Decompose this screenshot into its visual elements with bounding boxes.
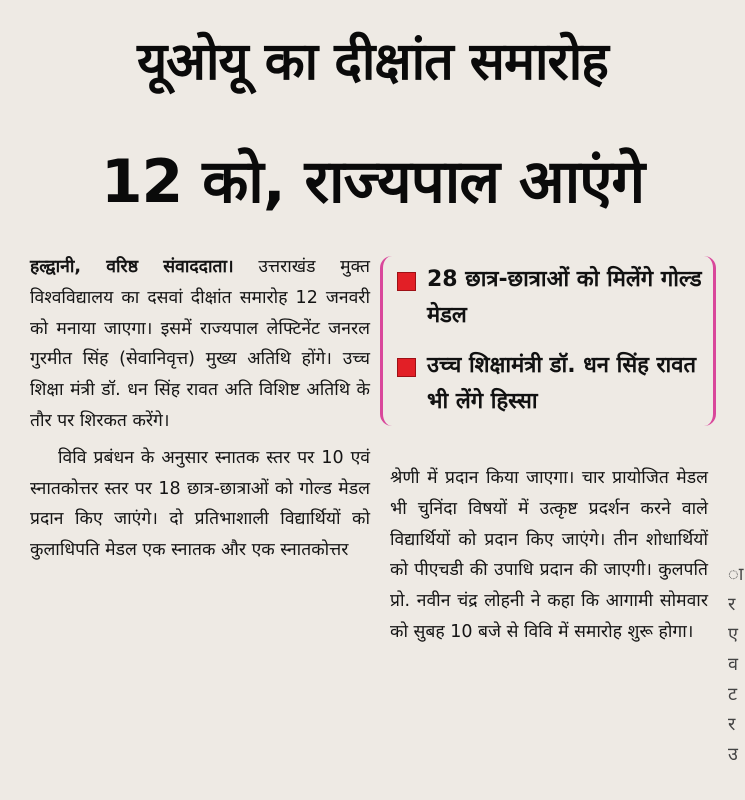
highlight-text: 28 छात्र-छात्राओं को मिलेंगे गोल्ड मेडल [427, 267, 702, 328]
left-paragraph-1-text: उत्तराखंड मुक्त विश्वविद्यालय का दसवां दीक्षांत समारोह 12 जनवरी को मनाया जाएगा। इसमें राज्यपाल लेफ्टिनेंट जनरल गुरमीत सिंह (सेवानिवृत्त) मुख्य अतिथि होंगे। उच्च शिक्षा मंत्री डॉ. धन सिंह रावत अति विशिष्ट अतिथि के तौर पर शिरकत करेंगे। [30, 257, 370, 431]
adjacent-article-edge [728, 560, 745, 770]
highlight-text: उच्च शिक्षामंत्री डॉ. धन सिंह रावत भी लेंगे हिस्सा [427, 353, 697, 414]
edge-fragment: उ [728, 744, 738, 765]
edge-fragment: ट [728, 684, 738, 705]
edge-fragment: ए [728, 624, 738, 645]
edge-fragment: व [728, 654, 739, 675]
square-bullet-icon [397, 272, 416, 291]
highlight-item [383, 256, 713, 334]
dateline: हल्द्वानी, वरिष्ठ संवाददाता। [30, 257, 234, 277]
edge-fragment: र [728, 594, 736, 615]
left-column [30, 252, 370, 566]
left-paragraph-1 [30, 252, 370, 437]
edge-fragment: ा [728, 564, 744, 585]
edge-fragment: र [728, 714, 736, 735]
right-column-paragraph: श्रेणी में प्रदान किया जाएगा। चार प्रायोजित मेडल भी चुनिंदा विषयों में उत्कृष्ट प्रदर्शन करने वाले विद्यार्थियों को प्रदान किए जाएंगे। तीन शोधार्थियों को पीएचडी की उपाधि प्रदान की जाएगी। कुलपति प्रो. नवीन चंद्र लोहनी ने कहा कि आगामी सोमवार को सुबह 10 बजे से विवि में समारोह शुरू होगा। [390, 468, 708, 642]
headline-line-1: यूओयू का दीक्षांत समारोह [137, 32, 608, 92]
highlights-box [380, 256, 716, 426]
square-bullet-icon [397, 358, 416, 377]
headline-line-2: 12 को, राज्यपाल आएंगे [100, 147, 645, 217]
highlight-item [383, 342, 713, 420]
left-paragraph-2: विवि प्रबंधन के अनुसार स्नातक स्तर पर 10 एवं स्नातकोत्तर स्तर पर 18 छात्र-छात्राओं को गोल्ड मेडल प्रदान किए जाएंगे। दो प्रतिभाशाली विद्यार्थियों को कुलाधिपति मेडल एक स्नातक और एक स्नातकोत्तर [30, 447, 370, 561]
